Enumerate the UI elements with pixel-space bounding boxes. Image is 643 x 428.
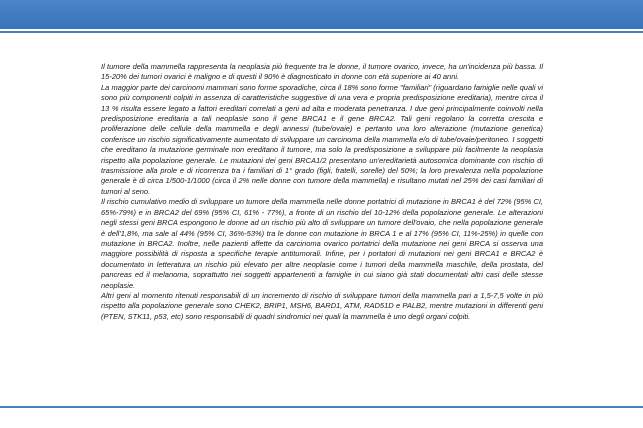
header-divider — [0, 31, 643, 33]
footer-divider — [0, 406, 643, 408]
paragraph-incidence: Il tumore della mammella rappresenta la neoplasia più frequente tra le donne, il tumore ovarico, invece, ha un'incidenza più bassa. Il 15-20% dei tumori ovarici è maligno e di questi il 90% è diagnosticato in donne con età superiore ai 40 anni. — [101, 62, 543, 82]
paragraph-cumulative-risk: Il rischio cumulativo medio di sviluppare un tumore della mammella nelle donne portatrici di mutazione in BRCA1 è del 72% (95% CI, 65%-79%) e in BRCA2 del 69% (95% CI, 61% - 77%), a fronte di un rischio del 10-12% della popolazione generale. Le alterazioni negli stessi geni BRCA espongono le donne ad un rischio più alto di sviluppare un tumore dell'ovaio, che nella popolazione generale è dell'1,8%, ma sale al 44% (95% CI, 36%-53%) tra le donne con mutazione in BRCA 1 e al 17% (95% CI, 11%-25%) in quelle con mutazione in BRCA2. Inoltre, nelle pazienti affette da carcinoma ovarico portatrici della mutazione nei geni BRCA si osserva una maggiore possibilità di risposta a specifiche terapie antitumorali. Infine, per i portatori di mutazioni nei geni BRCA1 e BRCA2 è documentato in letteratura un rischio più elevato per altre neoplasie come i tumori della mammella maschile, della prostata, del pancreas ed il melanoma, soprattutto nei soggetti appartenenti a famiglie in cui siano già stati documentati altri casi delle stesse neoplasie. — [101, 197, 543, 290]
paragraph-other-genes: Altri geni al momento ritenuti responsabili di un incremento di rischio di sviluppare tumori della mammella pari a 1,5-7,5 volte in più rispetto alla popolazione generale sono CHEK2, BRIP1, MSH6, BARD1, ATM, RAD51D e PALB2, mentre mutazioni in differenti geni (PTEN, STK11, p53, etc) sono responsabili di quadri sindromici nei quali la mammella è uno degli organi colpiti. — [101, 290, 543, 321]
paragraph-hereditary-genes: La maggior parte dei carcinomi mammari sono forme sporadiche, circa il 18% sono forme "familiari" (riguardano famiglie nelle quali vi sono più componenti colpiti in assenza di caratteristiche suggestive di una vera e propria predisposizione ereditaria), mentre circa il 13 % risulta essere legato a fattori ereditari correlati a geni ad alta e moderata penetranza. I due geni principalmente coinvolti nella predisposizione ereditaria a tali neoplasie sono il gene BRCA1 e il gene BRCA2. Tali geni regolano la corretta crescita e proliferazione delle cellule della mammella e degli annessi (tube/ovaie) e pertanto una loro alterazione (mutazione genetica) conferisce un rischio significativamente aumentato di sviluppare un carcinoma della mammella e/o di tube/ovaie/peritoneo. I soggetti che ereditano la mutazione germinale non ereditano il tumore, ma solo la predisposizione a sviluppare più facilmente la neoplasia rispetto alla popolazione generale. Le mutazioni dei geni BRCA1/2 presentano un'ereditarietà autosomica dominante con rischio di trasmissione alla prole e di ricorrenza tra i familiari di 1° grado (figli, fratelli, sorelle) del 50%; la loro prevalenza nella popolazione generale è di circa 1/500-1/1000 (circa il 2% nelle donne con tumore della mammella) e risultano mutati nel 25% dei casi familiari di tumori al seno. — [101, 82, 543, 196]
body-text — [101, 62, 543, 322]
header-bar — [0, 0, 643, 29]
